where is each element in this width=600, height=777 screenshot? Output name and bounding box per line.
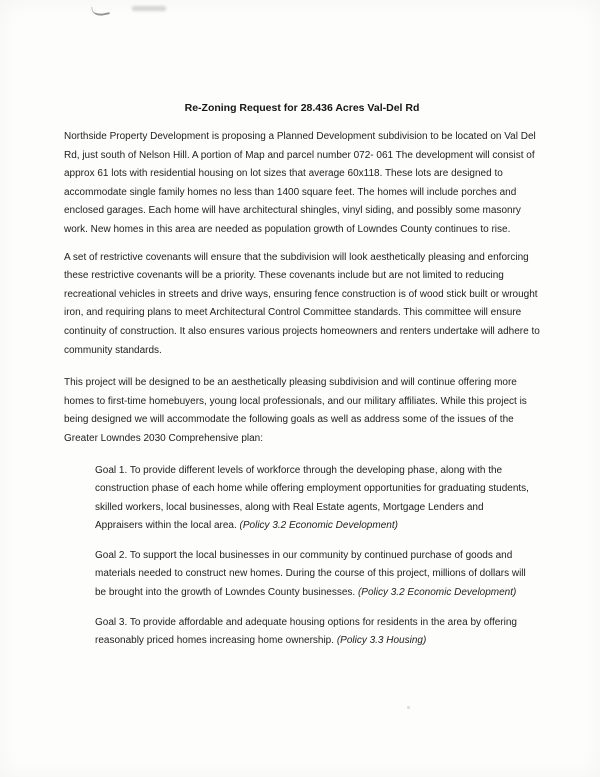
goal-1-policy-reference: (Policy 3.2 Economic Development) [239, 520, 398, 532]
goal-2-text: Goal 2. To support the local businesses in our community by continued purchase of goods and materials needed to construct new homes. During the course of this project, millions of dollars will be brought into the growth of Lowndes County businesses. [95, 549, 526, 599]
goal-2-policy-reference: (Policy 3.2 Economic Development) [357, 587, 517, 599]
goal-1-text: Goal 1. To provide different levels of workforce through the developing phase, along with the construction phase of each home while offering employment opportunities for graduating students, skilled workers, local businesses, along with Real Estate agents, Mortgage Lenders and Appraisers within the local area. [95, 464, 529, 532]
goals-list [64, 462, 540, 651]
goal-2 [95, 547, 530, 603]
paragraph-project-goals-intro: This project will be designed to be an aesthetically pleasing subdivision and will continue offering more homes to first-time homebuyers, young local professionals, and our military affiliates. While this project is being designed we will accommodate the following goals as well as address some of the issues of the Greater Lowndes 2030 Comprehensive plan: [64, 377, 527, 444]
paragraph-development-proposal: Northside Property Development is proposing a Planned Development subdivision to be located on Val Del Rd, just south of Nelson Hill. A portion of Map and parcel number 072- 061 The development will consist of approx 61 lots with residential housing on lot sizes that average 60x118. These lots are designed to accommodate single family homes no less than 1400 square feet. The homes will include porches and enclosed garages. Each home will have architectural shingles, vinyl siding, and possibly some masonry work. New homes in this area are needed as population growth of Lowndes County continues to rise. [64, 131, 536, 235]
scan-speck [407, 706, 410, 709]
document-title: Re-Zoning Request for 28.436 Acres Val-Del Rd [184, 102, 420, 114]
scan-smudge [132, 6, 166, 11]
goal-3 [95, 614, 530, 651]
goal-3-policy-reference: (Policy 3.3 Housing) [336, 635, 427, 647]
scan-pen-mark [91, 3, 110, 17]
goal-1 [95, 462, 530, 536]
goal-3-text: Goal 3. To provide affordable and adequate housing options for residents in the area by offering reasonably priced homes increasing home ownership. [95, 616, 517, 647]
paragraph-restrictive-covenants: A set of restrictive covenants will ensure that the subdivision will look aesthetically pleasing and enforcing these restrictive covenants will be a priority. These covenants include but are not limited to reducing recreational vehicles in streets and drive ways, ensuring fence construction is of wood stick built or wrought iron, and requiring plans to meet Architectural Control Committee standards. This committee will ensure continuity of construction. It also ensures various projects homeowners and renters undertake will adhere to community standards. [64, 251, 540, 356]
